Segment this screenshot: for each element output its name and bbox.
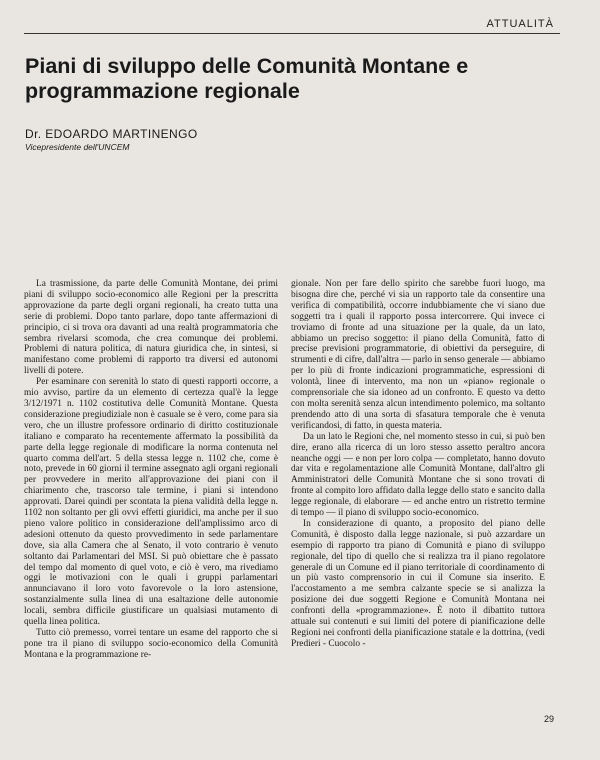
paragraph: Per esaminare con serenità lo stato di questi rapporti occorre, a mio avviso, partire da un elemento di certezza qual'è la legge 3/12/1971 n. 1102 costitutiva delle Comunità Montane. Questa considerazione pregiudiziale non è casuale se è vero, come para sia vero, che un illustre professore ordinario di diritto costituzionale italiano e comparato ha recentemente affermato la possibilità da parte della legge regionale di modificare la norma contenuta nel quarto comma dell'art. 5 della stessa legge n. 1102 che, come è noto, prevede in 60 giorni il termine assegnato agli organi regionali per provvedere in merito all'approvazione dei piani con il chiarimento che, trascorso tale termine, i piani si intendono approvati. Darei quindi per scontata la piena validità della legge n. 1102 non soltanto per gli ovvi effetti giuridici, ma anche per il suo pieno valore politico in considerazione dell'amplissimo arco di adesioni ottenuto da questo provvedimento in sede parlamentare dove, sia alla Camera che al Senato, il voto contrario è venuto soltanto dai Parlamentari del MSI. Si può obiettare che è passato del tempo dal momento di quel voto, e ciò è vero, ma rivediamo oggi le motivazioni con le quali i gruppi parlamentari annunciavano il loro voto favorevole o la loro astensione, sostanzialmente sulla linea di una esaltazione delle autonomie locali, sembra difficile giustificare un qualsiasi mutamento di quella linea politica. bbox=[24, 377, 278, 628]
left-column bbox=[24, 279, 278, 661]
author-role: Vicepresidente dell'UNCEM bbox=[25, 142, 130, 152]
paragraph: Da un lato le Regioni che, nel momento stesso in cui, si può ben dire, erano alla ricerca di un loro stesso assetto peraltro ancora neanche oggi — e non per loro colpa — completato, hanno dovuto dar vita e regolamentazione alle Comunità Montane, dall'altro gli Amministratori delle Comunità Montane che si sono trovati di fronte al compito loro affidato dalla legge dello stato e sancito dalla legge regionale, di elaborare — ed anche entro un ristretto termine di tempo — il piano di sviluppo socio-economico. bbox=[291, 431, 545, 519]
section-label: ATTUALITÀ bbox=[486, 18, 554, 30]
paragraph: La trasmissione, da parte delle Comunità Montane, dei primi piani di sviluppo socio-economico alle Regioni per la prescritta approvazione da parte degli organi regionali, ha creato tutta una serie di problemi. Dopo tanto parlare, dopo tante affermazioni di principio, ci si trova ora davanti ad una realtà programmatoria che sembra rivelarsi scomoda, che crea comunque dei problemi. Problemi di natura politica, di natura giuridica che, in sintesi, si manifestano come problemi di rapporto tra diversi ed autonomi livelli di potere. bbox=[24, 279, 278, 377]
article-author: Dr. EDOARDO MARTINENGO bbox=[25, 127, 198, 141]
right-column bbox=[291, 279, 545, 650]
article-title: Piani di sviluppo delle Comunità Montane e programmazione regionale bbox=[25, 54, 469, 103]
paragraph: In considerazione di quanto, a proposito del piano delle Comunità, è disposto dalla legge nazionale, si può azzardare un esempio di rapporto tra piano di Comunità e piano di sviluppo regionale, del tipo di quello che si realizza tra il piano regolatore generale di un Comune ed il piano territoriale di coordinamento di un più vasto comprensorio in cui il Comune sia inserito. E l'accostamento a me sembra calzante specie se si analizza la posizione dei due soggetti Regione e Comunità Montana nei confronti della «programmazione». È noto il dibattito tuttora attuale sui contenuti e sui limiti del potere di pianificazione delle Regioni nei confronti della pianificazione statale e la dottrina, (vedi Predieri - Cuocolo - bbox=[291, 518, 545, 649]
page-number: 29 bbox=[543, 714, 554, 724]
paragraph: Tutto ciò premesso, vorrei tentare un esame del rapporto che si pone tra il piano di sviluppo socio-economico della Comunità Montana e la programmazione re- bbox=[24, 628, 278, 660]
header-rule bbox=[24, 33, 560, 34]
paragraph: gionale. Non per fare dello spirito che sarebbe fuori luogo, ma bisogna dire che, perché vi sia un rapporto tale da consentire una verifica di compatibilità, occorre indubbiamente che vi siano due soggetti tra i quali il rapporto possa intercorrere. Qui invece ci troviamo di fronte ad una situazione per la quale, da un lato, abbiamo un preciso soggetto: il piano della Comunità, fatto di precise previsioni programmatorie, di obiettivi da perseguire, di strumenti e di cifre, dall'altra — parlo in senso generale — abbiamo per lo più di fronte indicazioni programmatiche, espressioni di volontà, linee di intervento, ma non un «piano» regionale o comprensoriale che sia idoneo ad un confronto. E questo va detto con molta serenità senza alcun intendimento polemico, ma soltanto prendendo atto di una sorta di sfasatura temporale che è venuta verificandosi, di fatto, in questa materia. bbox=[291, 279, 545, 431]
